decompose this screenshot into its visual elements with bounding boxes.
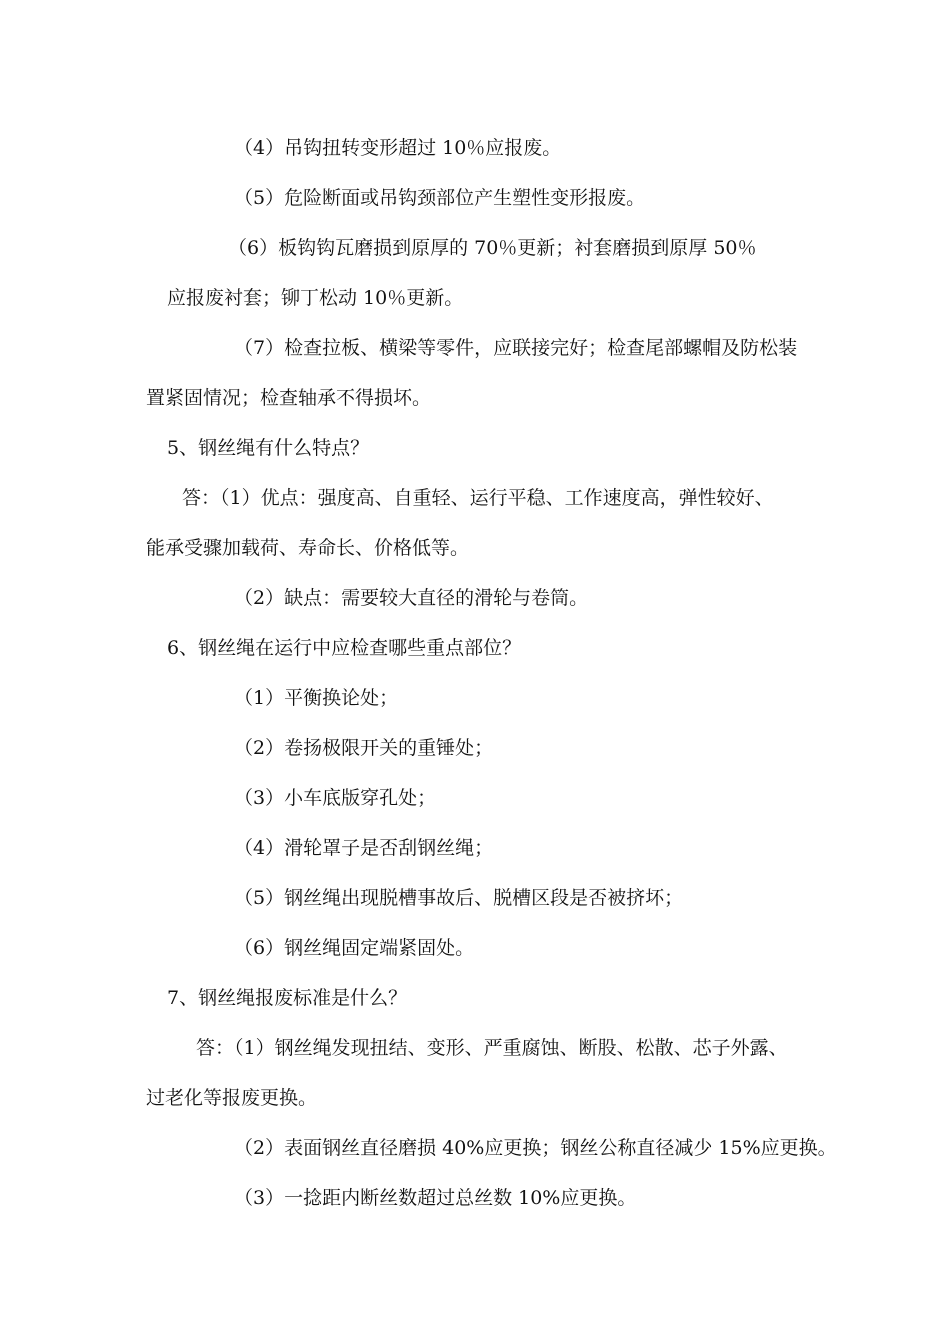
question-heading: 6、钢丝绳在运行中应检查哪些重点部位？: [167, 637, 522, 659]
text-line: 过老化等报废更换。: [146, 1087, 318, 1109]
text-line: （5）危险断面或吊钩颈部位产生塑性变形报废。: [234, 187, 646, 209]
text-line: （2）卷扬极限开关的重锤处；: [234, 737, 494, 759]
text-line: 答：（1）优点：强度高、自重轻、运行平稳、工作速度高，弹性较好、: [182, 487, 774, 509]
text-line: （7）检查拉板、横梁等零件，应联接完好；检查尾部螺帽及防松装: [234, 337, 798, 359]
text-line: 能承受骤加载荷、寿命长、价格低等。: [146, 537, 470, 559]
question-heading: 7、钢丝绳报废标准是什么？: [167, 987, 408, 1009]
text-line: （3）小车底版穿孔处；: [234, 787, 437, 809]
text-line: （4）滑轮罩子是否刮钢丝绳；: [234, 837, 494, 859]
text-line: 应报废衬套；铆丁松动 10％更新。: [167, 287, 464, 309]
text-line: 置紧固情况；检查轴承不得损坏。: [146, 387, 432, 409]
text-line: （6）钢丝绳固定端紧固处。: [234, 937, 475, 959]
text-line: 答：（1）钢丝绳发现扭结、变形、严重腐蚀、断股、松散、芯子外露、: [196, 1037, 788, 1059]
text-line: （2）缺点：需要较大直径的滑轮与卷筒。: [234, 587, 589, 609]
question-heading: 5、钢丝绳有什么特点？: [167, 437, 370, 459]
text-line: （5）钢丝绳出现脱槽事故后、脱槽区段是否被挤坏；: [234, 887, 684, 909]
text-line: （1）平衡换论处；: [234, 687, 399, 709]
text-line: （2）表面钢丝直径磨损 40%应更换；钢丝公称直径减少 15%应更换。: [234, 1137, 837, 1159]
text-line: （4）吊钩扭转变形超过 10％应报废。: [234, 137, 562, 159]
text-line: （6）板钩钩瓦磨损到原厚的 70％更新；衬套磨损到原厚 50％: [228, 237, 757, 259]
text-line: （3）一捻距内断丝数超过总丝数 10%应更换。: [234, 1187, 637, 1209]
